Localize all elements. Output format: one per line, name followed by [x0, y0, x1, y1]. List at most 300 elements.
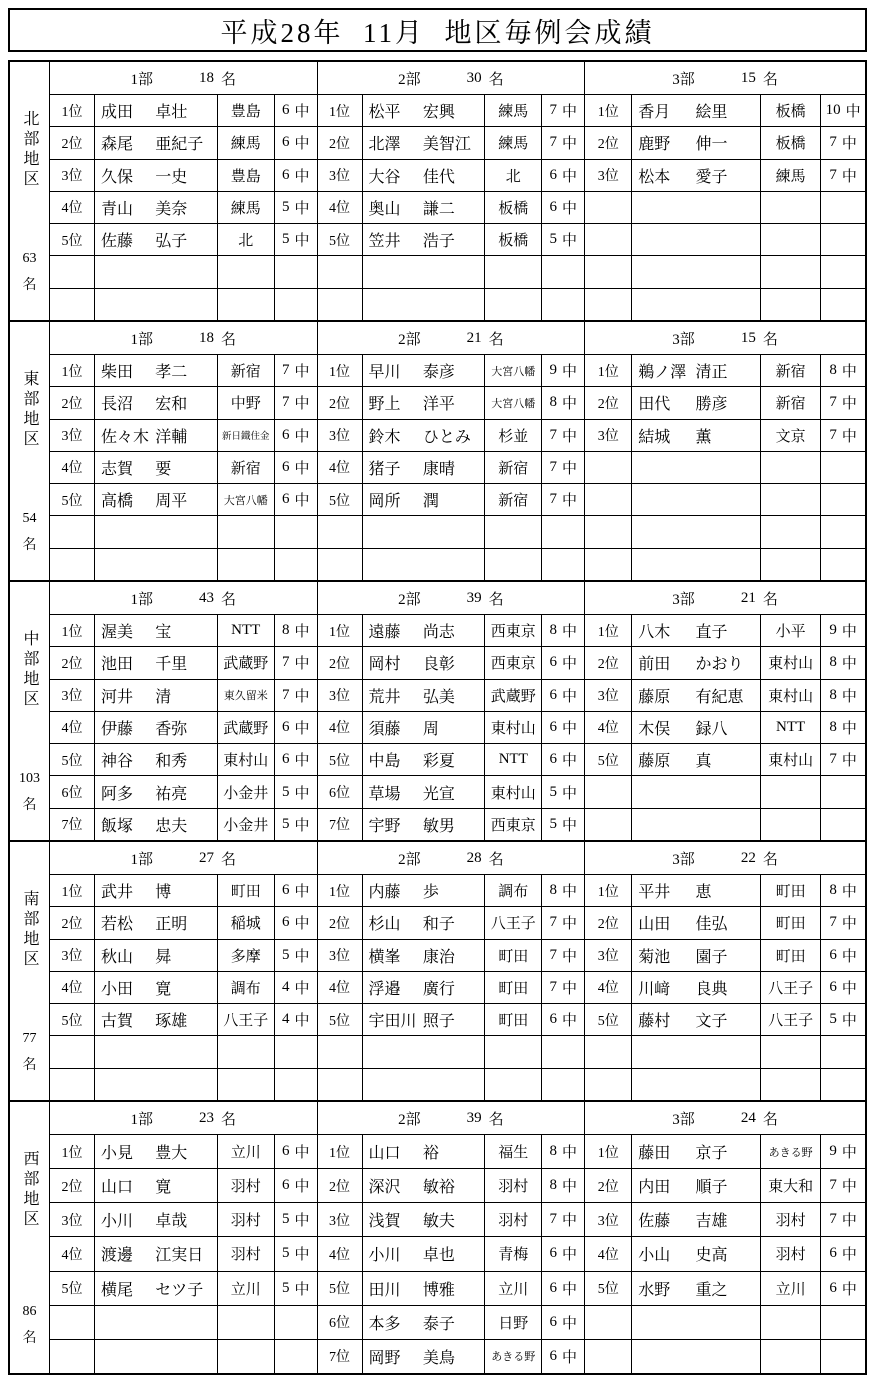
hit-unit: 中 — [294, 980, 310, 997]
hit-count: 6 — [281, 751, 290, 768]
rank-cell — [585, 256, 631, 287]
hit-count: 7 — [281, 394, 290, 411]
result-row — [585, 646, 865, 678]
hit-unit: 中 — [562, 233, 578, 250]
result-row — [318, 223, 585, 255]
section-tables — [50, 322, 865, 580]
section-member-count: 21 — [466, 329, 482, 346]
section-member-count: 39 — [466, 589, 482, 606]
result-row — [318, 1135, 585, 1168]
rank-cell: 5位 — [597, 753, 619, 769]
club-cell: 町田 — [217, 875, 274, 906]
surname: 柴田 — [100, 364, 133, 382]
club-cell: 武蔵野 — [217, 647, 274, 678]
given-name: 謙二 — [422, 200, 455, 218]
hit-unit: 中 — [841, 656, 857, 673]
section-member-unit: 名 — [221, 851, 237, 868]
name-cell — [631, 940, 760, 971]
given-name: 寛 — [155, 1179, 172, 1197]
name-cell — [362, 484, 485, 515]
hits-cell — [820, 615, 865, 646]
section-header — [318, 582, 585, 615]
result-row — [50, 419, 317, 451]
hit-unit: 中 — [841, 1281, 857, 1298]
result-row — [585, 679, 865, 711]
surname: 佐々木 — [100, 428, 149, 446]
hits-cell — [274, 256, 317, 287]
club-cell — [760, 776, 820, 807]
surname: 杉山 — [368, 916, 401, 934]
hits-cell — [820, 484, 865, 515]
name-cell — [631, 1004, 760, 1035]
section-rows — [50, 95, 317, 320]
result-row — [318, 679, 585, 711]
given-name: 曻 — [155, 948, 172, 966]
hits-cell — [541, 256, 584, 287]
hits-cell — [820, 1340, 865, 1373]
rank-cell — [318, 516, 362, 547]
given-name: 清 — [155, 688, 172, 706]
district-label — [10, 842, 50, 1100]
rank-cell — [585, 224, 631, 255]
name-cell — [94, 809, 217, 840]
result-row — [585, 711, 865, 743]
given-name: セツ子 — [155, 1281, 204, 1299]
surname: 笠井 — [368, 233, 401, 251]
club-cell: 練馬 — [217, 127, 274, 158]
rank-cell: 3位 — [329, 429, 351, 445]
hit-count: 7 — [281, 686, 290, 703]
club-cell: 板橋 — [760, 127, 820, 158]
section-label: 3部 — [672, 71, 695, 88]
given-name: 絵里 — [695, 104, 728, 122]
hit-count: 6 — [549, 1011, 558, 1028]
surname: 久保 — [100, 168, 133, 186]
surname: 松本 — [638, 168, 671, 186]
club-cell: 北 — [484, 160, 541, 191]
result-row — [318, 906, 585, 938]
result-row — [318, 1202, 585, 1236]
hits-cell — [541, 680, 584, 711]
result-row — [318, 1068, 585, 1100]
hits-cell — [541, 1203, 584, 1236]
hit-unit: 中 — [841, 364, 857, 381]
hits-cell — [274, 549, 317, 580]
given-name: 博雅 — [422, 1281, 455, 1299]
hits-cell — [274, 1135, 317, 1168]
name-cell — [362, 875, 485, 906]
result-row — [318, 1305, 585, 1339]
result-row — [585, 808, 865, 840]
given-name: 博 — [155, 884, 172, 902]
hit-count: 6 — [829, 1279, 837, 1296]
name-cell — [631, 1069, 760, 1100]
club-cell: あきる野 — [760, 1135, 820, 1168]
club-cell: NTT — [760, 712, 820, 743]
hit-count: 7 — [829, 1211, 837, 1228]
club-cell: 町田 — [760, 940, 820, 971]
given-name: ひとみ — [422, 428, 471, 446]
rank-cell: 5位 — [61, 493, 83, 509]
rank-cell: 3位 — [597, 169, 619, 185]
hit-unit: 中 — [841, 720, 857, 737]
hit-unit: 中 — [294, 104, 310, 121]
club-cell: 羽村 — [217, 1237, 274, 1270]
rank-cell: 2位 — [597, 1179, 619, 1195]
club-cell — [217, 1306, 274, 1339]
hits-cell — [820, 95, 865, 126]
section-table — [317, 842, 585, 1100]
rank-cell — [318, 1069, 362, 1100]
name-cell — [631, 1306, 760, 1339]
surname: 小田 — [100, 980, 133, 998]
hits-cell — [820, 452, 865, 483]
surname: 奥山 — [368, 200, 401, 218]
result-row — [318, 939, 585, 971]
section-member-unit: 名 — [762, 591, 778, 608]
hits-cell — [274, 387, 317, 418]
hit-count: 5 — [281, 198, 290, 215]
hit-count: 7 — [549, 1211, 558, 1228]
hits-cell — [541, 1237, 584, 1270]
hit-count: 7 — [829, 134, 837, 151]
result-row — [318, 711, 585, 743]
hit-count: 5 — [281, 1279, 290, 1296]
section-label: 3部 — [672, 591, 695, 608]
hits-cell — [274, 907, 317, 938]
hit-unit: 中 — [562, 1145, 578, 1162]
hit-count: 8 — [549, 622, 558, 639]
given-name: 尚志 — [422, 624, 455, 642]
hit-unit: 中 — [562, 428, 578, 445]
section-member-unit: 名 — [488, 331, 504, 348]
given-name: 美鳥 — [422, 1349, 455, 1367]
name-cell — [362, 744, 485, 775]
rank-cell: 5位 — [329, 1282, 351, 1298]
hits-cell — [820, 224, 865, 255]
hit-unit: 中 — [562, 1013, 578, 1030]
surname: 荒井 — [368, 688, 401, 706]
section-member-unit: 名 — [488, 71, 504, 88]
name-cell — [362, 95, 485, 126]
result-row — [50, 775, 317, 807]
result-row — [318, 548, 585, 580]
result-row — [50, 939, 317, 971]
rank-cell: 2位 — [61, 396, 83, 412]
hit-count: 7 — [829, 751, 837, 768]
hit-count: 6 — [829, 946, 837, 963]
district-name: 西部地区 — [21, 1150, 38, 1230]
section-member-count: 21 — [740, 589, 756, 606]
result-row — [318, 386, 585, 418]
name-cell — [631, 516, 760, 547]
section-header — [318, 1102, 585, 1135]
result-row — [585, 971, 865, 1003]
club-cell — [760, 192, 820, 223]
hits-cell — [274, 1340, 317, 1373]
section-table — [584, 582, 865, 840]
name-cell — [362, 1306, 485, 1339]
surname: 山田 — [638, 916, 671, 934]
result-row — [318, 1339, 585, 1373]
hit-unit: 中 — [562, 884, 578, 901]
hits-cell — [541, 224, 584, 255]
result-row — [318, 1168, 585, 1202]
result-row — [585, 775, 865, 807]
section-table — [50, 62, 317, 320]
hit-unit: 中 — [562, 948, 578, 965]
hits-cell — [820, 875, 865, 906]
club-cell: 調布 — [484, 875, 541, 906]
district-member-unit: 名 — [22, 798, 37, 813]
club-cell — [484, 1069, 541, 1100]
hit-count: 6 — [549, 1245, 558, 1262]
name-cell — [631, 809, 760, 840]
name-cell — [362, 647, 485, 678]
hits-cell — [541, 875, 584, 906]
rank-cell: 2位 — [329, 1179, 351, 1195]
surname: 内田 — [638, 1179, 671, 1197]
rank-cell: 5位 — [61, 1282, 83, 1298]
surname: 佐藤 — [100, 233, 133, 251]
hit-unit: 中 — [562, 817, 578, 834]
hit-count: 5 — [281, 946, 290, 963]
given-name: 録八 — [695, 720, 728, 738]
section-rows — [318, 875, 585, 1100]
result-row — [318, 615, 585, 646]
result-row — [585, 1305, 865, 1339]
surname: 水野 — [638, 1281, 671, 1299]
district-label — [10, 582, 50, 840]
hit-unit: 中 — [562, 364, 578, 381]
rank-cell: 5位 — [597, 1013, 619, 1029]
club-cell — [484, 1036, 541, 1067]
hits-cell — [274, 972, 317, 1003]
district-total — [23, 511, 37, 554]
surname: 小見 — [100, 1145, 133, 1163]
section-rows — [585, 355, 865, 580]
result-row — [50, 451, 317, 483]
surname: 岡野 — [368, 1349, 401, 1367]
rank-cell — [50, 1340, 94, 1373]
hits-cell — [274, 615, 317, 646]
hit-unit: 中 — [841, 428, 857, 445]
hit-count: 7 — [549, 134, 558, 151]
club-cell: 羽村 — [217, 1169, 274, 1202]
name-cell — [362, 1169, 485, 1202]
club-cell — [217, 549, 274, 580]
name-cell — [631, 972, 760, 1003]
rank-cell — [585, 484, 631, 515]
name-cell — [94, 1069, 217, 1100]
section-label: 2部 — [398, 851, 421, 868]
result-row — [50, 1305, 317, 1339]
hit-unit: 中 — [294, 785, 310, 802]
name-cell — [362, 1135, 485, 1168]
rank-cell: 2位 — [597, 916, 619, 932]
hit-count: 8 — [829, 882, 837, 899]
club-cell: 町田 — [760, 875, 820, 906]
result-row — [50, 223, 317, 255]
hits-cell — [541, 387, 584, 418]
section-table — [584, 62, 865, 320]
district-block — [10, 1100, 865, 1373]
result-row — [50, 386, 317, 418]
section-label: 3部 — [672, 331, 695, 348]
section-header — [585, 322, 865, 355]
club-cell: 多摩 — [217, 940, 274, 971]
district-blocks — [8, 60, 867, 1375]
name-cell — [94, 940, 217, 971]
result-row — [50, 355, 317, 386]
district-member-count: 77 — [22, 1031, 37, 1046]
given-name: 裕 — [422, 1145, 439, 1163]
given-name: 真 — [695, 753, 712, 771]
name-cell — [362, 972, 485, 1003]
hit-count: 6 — [281, 134, 290, 151]
club-cell: 練馬 — [484, 95, 541, 126]
given-name: 香弥 — [155, 720, 188, 738]
hits-cell — [820, 680, 865, 711]
name-cell — [362, 1340, 485, 1373]
hit-count: 10 — [825, 102, 841, 119]
hit-unit: 中 — [294, 1179, 310, 1196]
name-cell — [362, 289, 485, 320]
club-cell — [760, 549, 820, 580]
district-member-count: 63 — [22, 251, 37, 266]
hit-unit: 中 — [841, 948, 857, 965]
hit-count: 7 — [549, 978, 558, 995]
rank-cell: 1位 — [597, 624, 619, 640]
club-cell: 稲城 — [217, 907, 274, 938]
result-row — [50, 743, 317, 775]
hits-cell — [820, 160, 865, 191]
district-total — [23, 1304, 37, 1347]
surname: 八木 — [638, 624, 671, 642]
rank-cell: 1位 — [61, 884, 83, 900]
club-cell — [484, 549, 541, 580]
district-block — [10, 62, 865, 320]
rank-cell: 4位 — [329, 201, 351, 217]
district-name: 北部地区 — [21, 110, 38, 190]
hit-unit: 中 — [841, 980, 857, 997]
surname: 山口 — [368, 1145, 401, 1163]
surname: 志賀 — [100, 460, 133, 478]
name-cell — [362, 776, 485, 807]
hit-count: 6 — [281, 882, 290, 899]
section-table — [584, 842, 865, 1100]
hit-count: 8 — [829, 362, 837, 379]
result-row — [318, 255, 585, 287]
section-table — [50, 322, 317, 580]
hits-cell — [820, 776, 865, 807]
hit-count: 7 — [549, 491, 558, 508]
given-name: 弘美 — [422, 688, 455, 706]
club-cell: 武蔵野 — [217, 712, 274, 743]
result-row — [318, 808, 585, 840]
given-name: 祐亮 — [155, 785, 188, 803]
hits-cell — [274, 452, 317, 483]
section-label: 3部 — [672, 1111, 695, 1128]
hit-unit: 中 — [562, 493, 578, 510]
hit-count: 7 — [549, 458, 558, 475]
section-member-unit: 名 — [221, 331, 237, 348]
hit-count: 6 — [281, 426, 290, 443]
hits-cell — [274, 1237, 317, 1270]
result-row — [50, 615, 317, 646]
name-cell — [362, 1272, 485, 1305]
club-cell: 日野 — [484, 1306, 541, 1339]
hit-unit: 中 — [562, 1213, 578, 1230]
name-cell — [94, 1340, 217, 1373]
result-row — [50, 679, 317, 711]
hits-cell — [274, 776, 317, 807]
hits-cell — [820, 1004, 865, 1035]
surname: 佐藤 — [638, 1213, 671, 1231]
name-cell — [631, 387, 760, 418]
district-member-count: 86 — [22, 1304, 37, 1319]
club-cell — [760, 224, 820, 255]
name-cell — [631, 744, 760, 775]
section-member-count: 27 — [199, 849, 215, 866]
section-table — [50, 842, 317, 1100]
result-row — [318, 971, 585, 1003]
hit-count: 6 — [549, 1347, 558, 1364]
name-cell — [362, 516, 485, 547]
hits-cell — [820, 907, 865, 938]
rank-cell: 5位 — [61, 753, 83, 769]
rank-cell: 4位 — [597, 981, 619, 997]
result-row — [585, 548, 865, 580]
rank-cell — [585, 452, 631, 483]
name-cell — [94, 1135, 217, 1168]
given-name: 浩子 — [422, 233, 455, 251]
hits-cell — [820, 420, 865, 451]
hits-cell — [541, 127, 584, 158]
surname: 秋山 — [100, 948, 133, 966]
club-cell: 東村山 — [760, 647, 820, 678]
rank-cell — [50, 549, 94, 580]
surname: 遠藤 — [368, 624, 401, 642]
name-cell — [362, 192, 485, 223]
rank-cell: 2位 — [61, 916, 83, 932]
hits-cell — [274, 1004, 317, 1035]
rank-cell: 3位 — [61, 689, 83, 705]
result-row — [585, 1339, 865, 1373]
given-name: 吉雄 — [695, 1213, 728, 1231]
surname: 小山 — [638, 1247, 671, 1265]
name-cell — [631, 160, 760, 191]
result-row — [585, 191, 865, 223]
section-label: 1部 — [130, 331, 154, 348]
club-cell — [217, 516, 274, 547]
name-cell — [631, 484, 760, 515]
hits-cell — [274, 1036, 317, 1067]
given-name: 周平 — [155, 493, 188, 511]
surname: 内藤 — [368, 884, 401, 902]
hit-unit: 中 — [294, 396, 310, 413]
section-rows — [585, 95, 865, 320]
section-tables — [50, 582, 865, 840]
name-cell — [631, 289, 760, 320]
name-cell — [362, 420, 485, 451]
result-row — [585, 95, 865, 126]
hits-cell — [820, 549, 865, 580]
section-label: 1部 — [130, 851, 154, 868]
hit-unit: 中 — [562, 785, 578, 802]
name-cell — [94, 192, 217, 223]
hits-cell — [274, 1203, 317, 1236]
